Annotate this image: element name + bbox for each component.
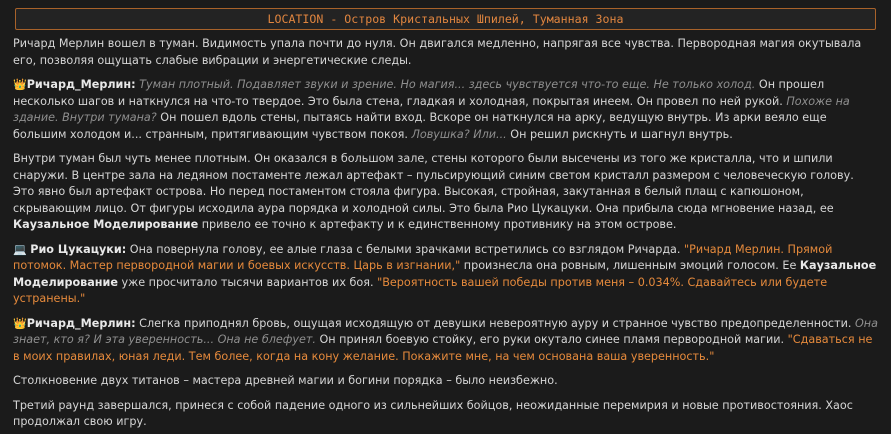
- speaker-name: Ричард_Мерлин:: [26, 78, 136, 91]
- laptop-icon: 💻: [13, 242, 27, 256]
- narration-text: привело ее точно к артефакту и к единственному противнику на этом острове.: [198, 218, 677, 231]
- thought-text: Она знает, кто я? И эта уверенность... Она не блефует.: [13, 316, 878, 346]
- narration-text: Он пошел вдоль стены, пытаясь найти вход. Вскоре он наткнулся на арку, ведущую внутрь. Из арки веяло еще большим холодом и... странным, притягивающим чувством покоя.: [13, 111, 827, 141]
- bold-term: Каузальное Моделирование: [13, 259, 877, 289]
- narration-text: Он прошел несколько шагов и наткнулся на что-то твердое. Это была стена, гладкая и холодная, покрытая инеем. Он провел по ней рукой.: [13, 78, 825, 108]
- location-banner: LOCATION - Остров Кристальных Шпилей, Туманная Зона: [15, 8, 876, 30]
- thought-text: Ловушка? Или...: [411, 127, 507, 141]
- dialogue-quote: "Сдаваться не в моих правилах, юная леди. Тем более, когда на кону желание. Покажите мне, на чем основана ваша уверенность.": [13, 333, 873, 363]
- narration-text: Слегка приподнял бровь, ощущая исходящую от девушки невероятную ауру и странное чувство предопределенности.: [135, 316, 855, 330]
- thought-text: Похоже на здание. Внутри тумана?: [13, 94, 850, 124]
- rio-paragraph: [13, 242, 878, 308]
- thought-text: Туман плотный. Подавляет звуки и зрение. Но магия... здесь чувствуется что-то еще. Не только холод.: [139, 78, 756, 91]
- narration-paragraph: Столкновение двух титанов – мастера древней магии и богини порядка – было неизбежно.: [13, 374, 558, 387]
- narration-paragraph: [13, 151, 878, 234]
- merlin-paragraph: [13, 316, 878, 366]
- speaker-name: Рио Цукацуки:: [30, 242, 127, 256]
- crown-icon: 👑: [13, 316, 27, 330]
- narration-text: Внутри туман был чуть менее плотным. Он оказался в большом зале, стены которого были высечены из того же кристалла, что и шпили снаружи. В центре зала на ледяном постаменте лежал артефакт – пульсирующий синим светом кристалл размером с человеческую голову. Это явно был артефакт острова. Но перед постаментом стояла фигура. Высокая, стройная, закутанная в белый плащ с капюшоном, скрывающим лицо. От фигуры исходила аура порядка и холодной силы. Это была Рио Цукацуки. Она прибыла сюда мгновение назад, ее: [13, 152, 854, 215]
- narration-text: Он решил рискнуть и шагнул внутрь.: [506, 127, 733, 141]
- bold-term: Каузальное Моделирование: [13, 218, 199, 231]
- narration-paragraph: Ричард Мерлин вошел в туман. Видимость упала почти до нуля. Он двигался медленно, напрягая все чувства. Первородная магия окутывала его, позволяя ощущать слабые вибрации и энергетические следы.: [13, 37, 862, 67]
- narration-text: Он принял боевую стойку, его руки окутало синее пламя первородной магии.: [315, 333, 788, 346]
- dialogue-quote: "Вероятность вашей победы против меня – 0.034%. Сдавайтесь или будете устранены.": [13, 275, 828, 305]
- narration-text: уже просчитало тысячи вариантов их боя.: [117, 275, 378, 289]
- narration-text: произнесла она ровным, лишенным эмоций голосом. Ее: [460, 259, 800, 272]
- crown-icon: 👑: [13, 78, 27, 91]
- merlin-paragraph: [13, 77, 878, 143]
- dialogue-quote: "Ричард Мерлин. Прямой потомок. Мастер первородной магии и боевых искусств. Царь в изгнании,": [13, 242, 833, 272]
- narration-paragraph: Третий раунд завершался, принеся с собой падение одного из сильнейших бойцов, неожиданные перемирия и новые противостояния. Хаос продолжал свою игру.: [13, 398, 853, 428]
- speaker-name: Ричард_Мерлин:: [26, 316, 136, 330]
- narration-text: Она повернула голову, ее алые глаза с белыми зрачками встретились со взглядом Ричарда.: [126, 242, 685, 256]
